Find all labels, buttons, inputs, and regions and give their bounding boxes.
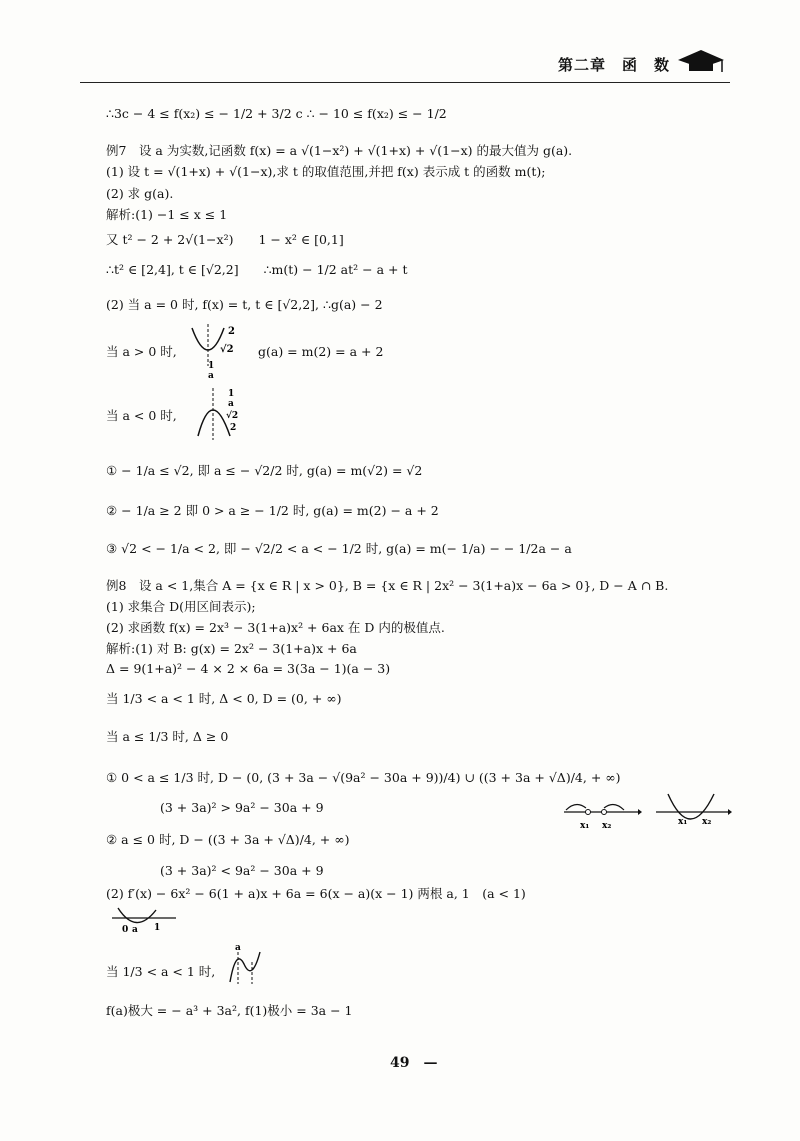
text-line: 当 1/3 < a < 1 时, Δ < 0, D = (0, + ∞) [106, 691, 342, 706]
text-line: (1) 设 t = √(1+x) + √(1−x),求 t 的取值范围,并把 f(x) 表示成 t 的函数 m(t); [106, 164, 546, 179]
sketch-label: a [132, 925, 138, 935]
sketch-label: a [208, 371, 214, 381]
example-8-heading: 例8 设 a < 1,集合 A = {x ∈ R | x > 0}, B = {x ∈ R | 2x² − 3(1+a)x − 6a > 0}, D − A ∩ B. [106, 578, 669, 593]
derivative-sign-sketch [110, 906, 180, 936]
text-line: ① − 1/a ≤ √2, 即 a ≤ − √2/2 时, g(a) = m(√2) = √2 [106, 463, 423, 478]
sketch-label: 1 [154, 923, 161, 933]
text-line: ② − 1/a ≥ 2 即 0 > a ≥ − 1/2 时, g(a) = m(2) − a + 2 [106, 503, 439, 518]
text-line: (2) 求 g(a). [106, 186, 174, 201]
chapter-title: 第二章 函 数 [557, 56, 670, 74]
text-line: (3 + 3a)² > 9a² − 30a + 9 [160, 800, 324, 815]
sketch-label: 1 [208, 361, 215, 371]
number-line-sketch [562, 796, 642, 836]
text-line: (2) f′(x) − 6x² − 6(1 + a)x + 6a = 6(x − a)(x − 1) 两根 a, 1 (a < 1) [106, 886, 526, 901]
parabola-sketch-a-positive [186, 322, 256, 382]
sketch-label: x₂ [702, 817, 712, 827]
text-line: (2) 当 a = 0 时, f(x) = t, t ∈ [√2,2], ∴g(a) − 2 [106, 297, 383, 312]
parabola-sketch-a-negative [192, 384, 252, 444]
text-line: 当 1/3 < a < 1 时, [106, 964, 216, 979]
sketch-label: x₁ [580, 821, 590, 831]
text-line: 解析:(1) −1 ≤ x ≤ 1 [106, 207, 228, 222]
text-line: f(a)极大 = − a³ + 3a², f(1)极小 = 3a − 1 [106, 1003, 353, 1018]
parabola-roots-sketch [654, 790, 734, 834]
text-line: ② a ≤ 0 时, D − ((3 + 3a + √Δ)/4, + ∞) [106, 832, 350, 847]
text-line: 当 a > 0 时, [106, 344, 177, 359]
text-line: 当 a < 0 时, [106, 408, 177, 423]
text-line: 当 a ≤ 1/3 时, Δ ≥ 0 [106, 729, 229, 744]
text-line: 又 t² − 2 + 2√(1−x²) 1 − x² ∈ [0,1] [106, 232, 344, 247]
text-line: Δ = 9(1+a)² − 4 × 2 × 6a = 3(3a − 1)(a − 3) [106, 661, 391, 676]
sketch-label: x₂ [602, 821, 612, 831]
text-line: ∴3c − 4 ≤ f(x₂) ≤ − 1/2 + 3/2 c ∴ − 10 ≤ f(x₂) ≤ − 1/2 [106, 106, 447, 121]
sketch-label: √2 [220, 344, 234, 355]
sketch-label: √2 [226, 411, 239, 421]
sketch-label: x₁ [678, 817, 688, 827]
text-line: (2) 求函数 f(x) = 2x³ − 3(1+a)x² + 6ax 在 D 内的极值点. [106, 620, 445, 635]
example-7-heading: 例7 设 a 为实数,记函数 f(x) = a √(1−x²) + √(1+x) + √(1−x) 的最大值为 g(a). [106, 143, 573, 158]
sketch-label: 1 [228, 389, 235, 399]
sketch-label: a [235, 943, 241, 953]
sketch-label: 2 [230, 423, 237, 433]
sketch-label: a [228, 399, 234, 409]
sketch-label: 0 [122, 925, 129, 935]
text-line: (1) 求集合 D(用区间表示); [106, 599, 256, 614]
text-line: ∴t² ∈ [2,4], t ∈ [√2,2] ∴m(t) − 1/2 at² − a + t [106, 262, 408, 277]
page-number: 49 — [390, 1055, 438, 1071]
graduation-cap-icon [676, 46, 726, 76]
text-line: (3 + 3a)² < 9a² − 30a + 9 [160, 863, 324, 878]
page-header [80, 46, 730, 86]
text-line: ③ √2 < − 1/a < 2, 即 − √2/2 < a < − 1/2 时, g(a) = m(− 1/a) − − 1/2a − a [106, 541, 572, 556]
text-line: ① 0 < a ≤ 1/3 时, D − (0, (3 + 3a − √(9a² − 30a + 9))/4) ∪ ((3 + 3a + √Δ)/4, + ∞) [106, 770, 621, 785]
cubic-extrema-sketch [226, 942, 266, 986]
header-rule [80, 82, 730, 83]
sketch-label: 2 [228, 326, 235, 337]
text-line: 解析:(1) 对 B: g(x) = 2x² − 3(1+a)x + 6a [106, 641, 357, 656]
text-line: g(a) = m(2) = a + 2 [258, 344, 384, 359]
